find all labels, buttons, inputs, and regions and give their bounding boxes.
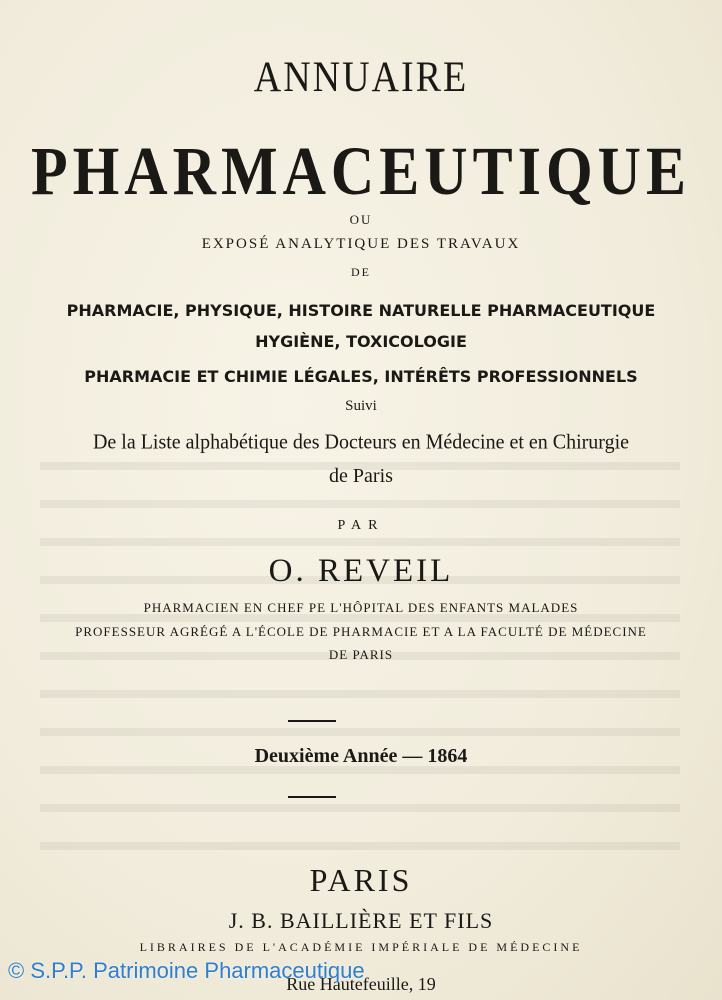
edition-year: Deuxième Année — 1864 — [254, 745, 468, 767]
imprint-address: Rue Hautefeuille, 19 — [286, 974, 436, 994]
title-ou: OU — [349, 212, 373, 227]
credential-line-2: PROFESSEUR AGRÉGÉ A L'ÉCOLE DE PHARMACIE ET A LA FACULTÉ DE MÉDECINE — [75, 624, 647, 639]
par-label: PAR — [337, 518, 385, 533]
credential-line-3: DE PARIS — [328, 647, 394, 662]
title-line-2: PHARMACEUTIQUE — [30, 132, 691, 209]
liste-line-1: De la Liste alphabétique des Docteurs en Médecine et en Chirurgie — [92, 430, 630, 454]
title-expose: EXPOSÉ ANALYTIQUE DES TRAVAUX — [201, 236, 521, 252]
copyright-watermark: © S.P.P. Patrimoine Pharmaceutique — [8, 958, 365, 983]
subject-line-1: PHARMACIE, PHYSIQUE, HISTOIRE NATURELLE PHARMACEUTIQUE — [66, 301, 656, 320]
subject-line-2: HYGIÈNE, TOXICOLOGIE — [255, 332, 467, 351]
divider-top — [288, 720, 336, 722]
author-name: O. REVEIL — [268, 553, 454, 589]
divider-bottom — [288, 796, 336, 798]
imprint-city: PARIS — [309, 862, 413, 898]
imprint-publisher: J. B. BAILLIÈRE ET FILS — [228, 908, 494, 933]
subject-line-3: PHARMACIE ET CHIMIE LÉGALES, INTÉRÊTS PROFESSIONNELS — [84, 367, 638, 386]
title-de: DE — [351, 265, 371, 279]
title-line-1: ANNUAIRE — [253, 52, 469, 102]
imprint-libraires: LIBRAIRES DE L'ACADÉMIE IMPÉRIALE DE MÉDECINE — [139, 940, 583, 954]
liste-line-2: de Paris — [329, 465, 393, 487]
suivi-label: Suivi — [345, 398, 377, 414]
credential-line-1: PHARMACIEN EN CHEF PE L'HÔPITAL DES ENFANTS MALADES — [143, 600, 579, 615]
